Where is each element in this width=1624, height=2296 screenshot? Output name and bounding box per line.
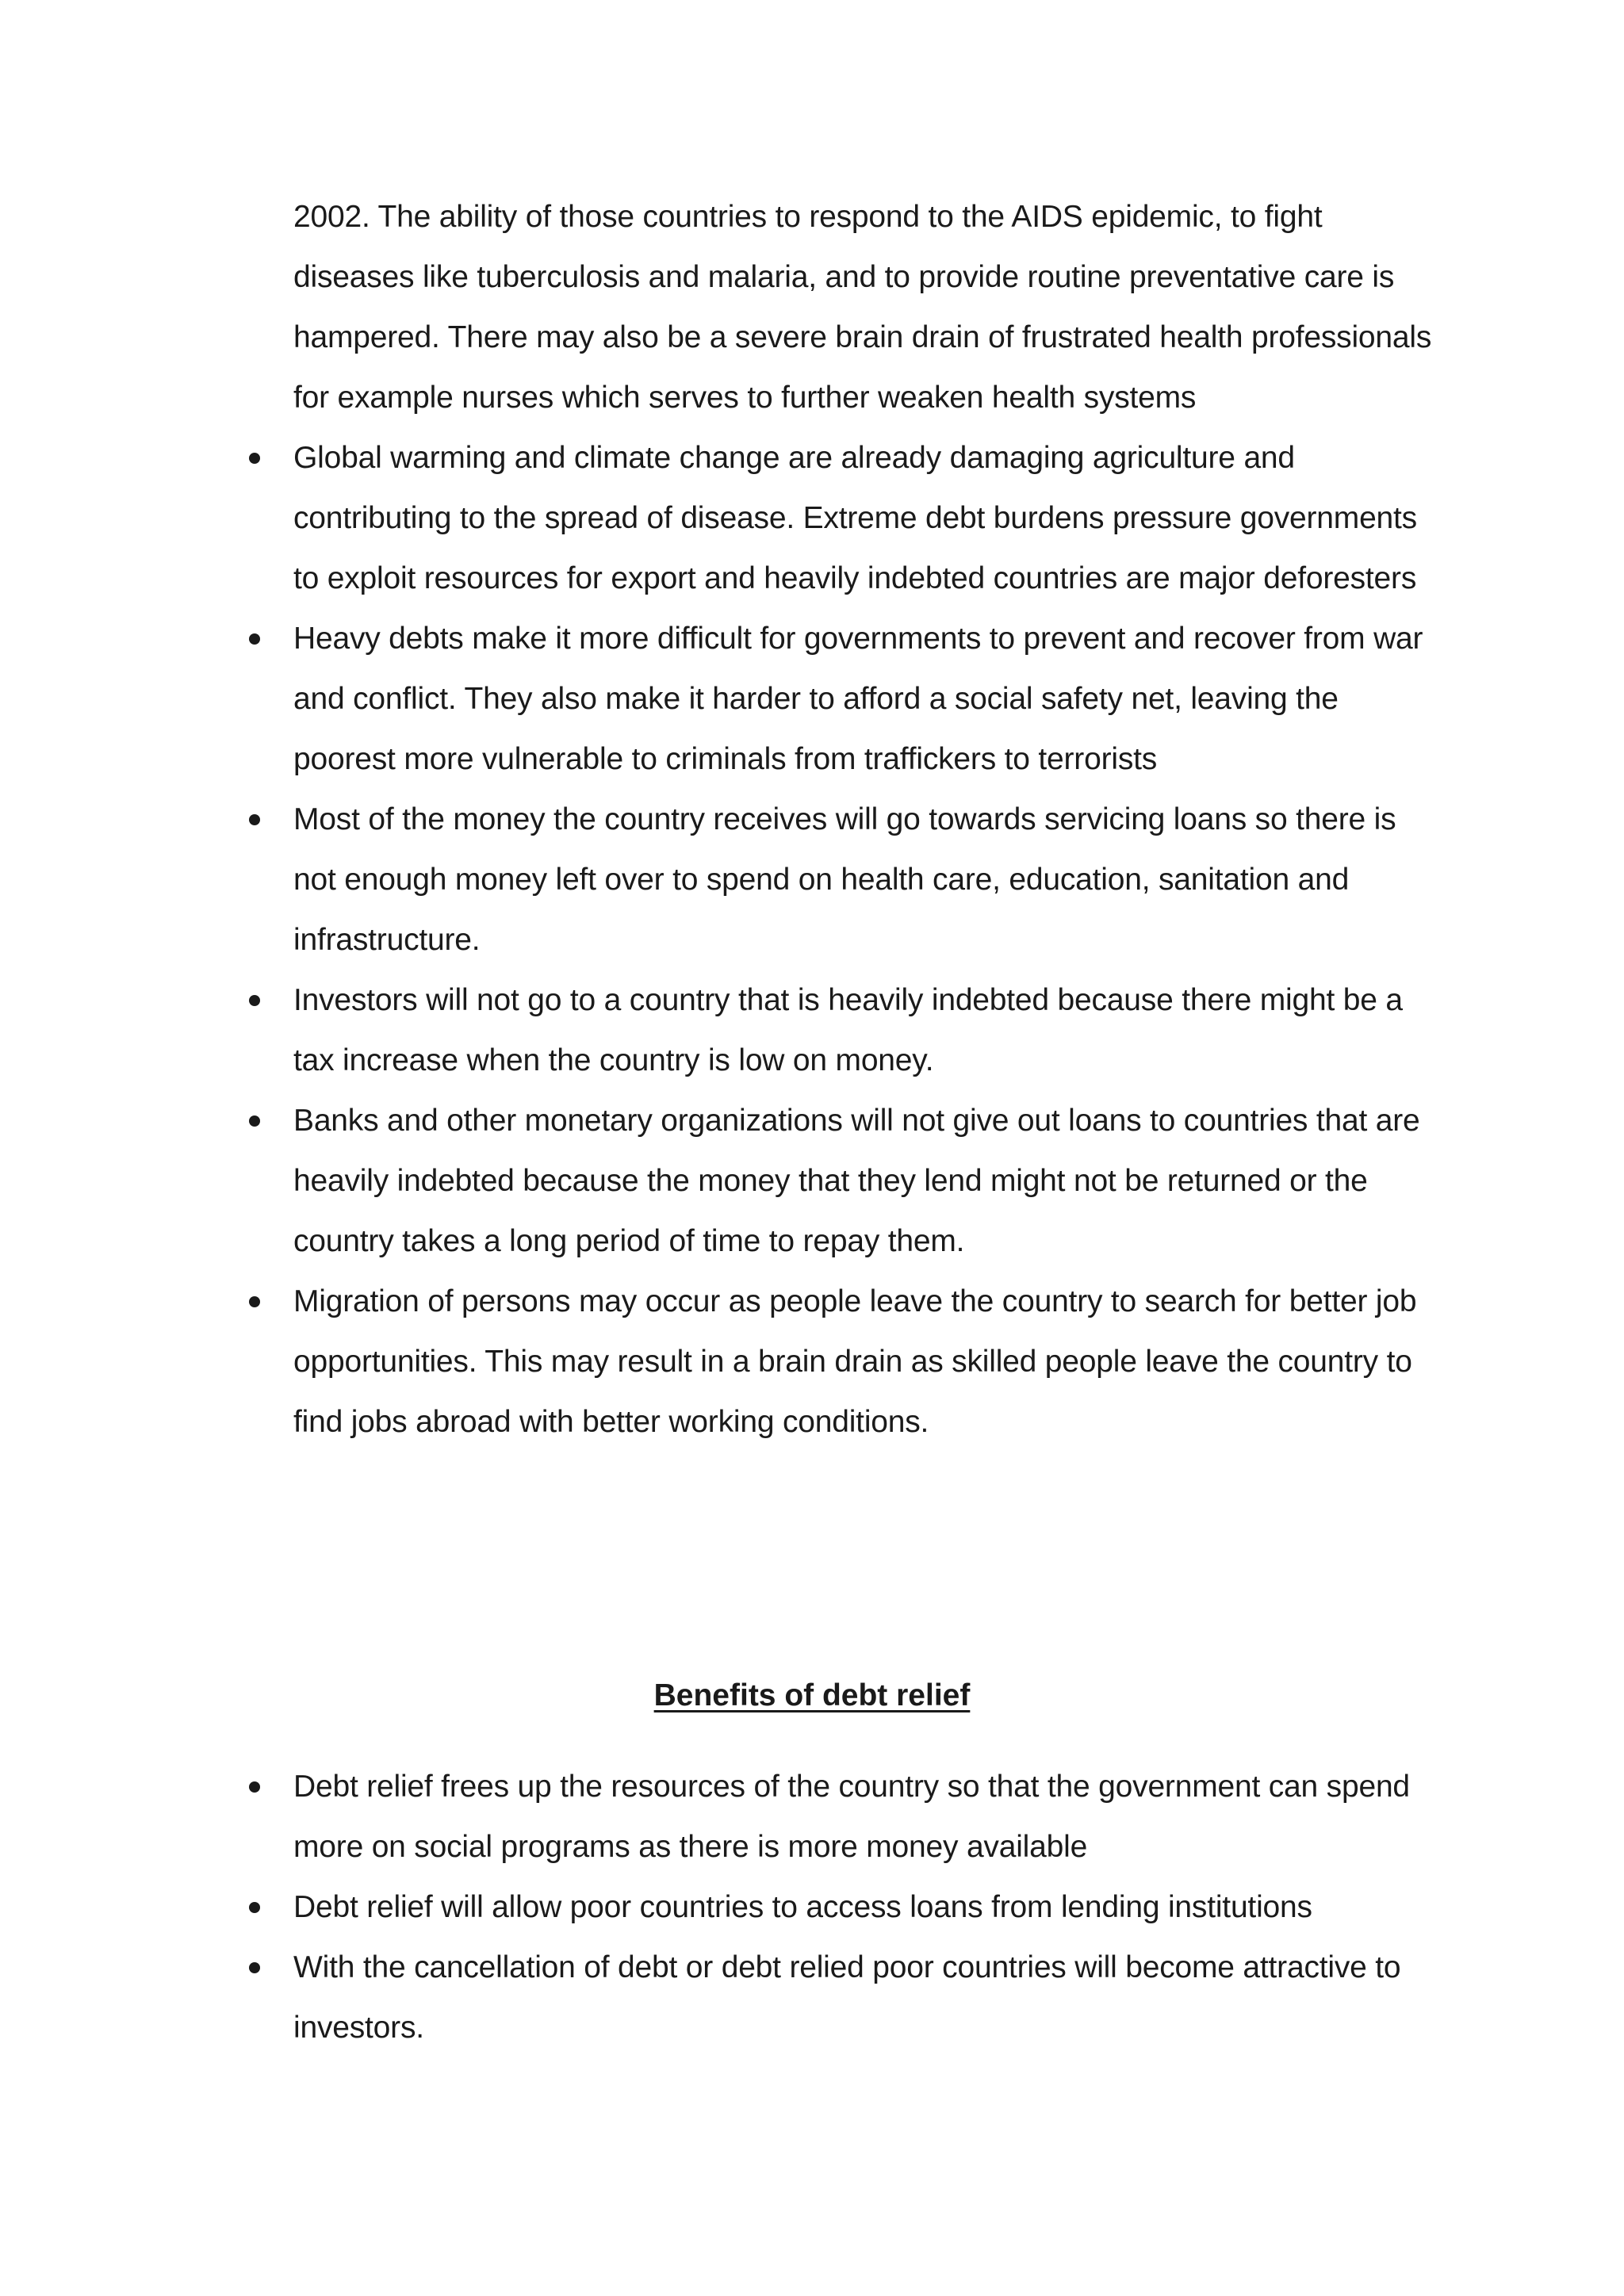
list-item-text: Heavy debts make it more difficult for governments to prevent and recover from war and conflict. They also make it harder to afford a social safety net, leaving the poorest more vulnerable to criminals from traffickers to terrorists	[293, 622, 1423, 776]
section-heading: Benefits of debt relief	[653, 1678, 971, 1712]
bullet-icon	[249, 1115, 260, 1127]
list-item-text: Most of the money the country receives will go towards servicing loans so there is not enough money left over to spend on health care, education, sanitation and infrastructure.	[293, 802, 1396, 957]
list-item-text: Migration of persons may occur as people leave the country to search for better job opportunities. This may result in a brain drain as skilled people leave the country to find jobs abroad with better working conditions.	[293, 1284, 1417, 1439]
effects-section	[293, 187, 1435, 1452]
effects-bullet-list	[293, 428, 1435, 1452]
list-item	[293, 609, 1435, 790]
bullet-icon	[249, 1962, 260, 1973]
list-item-text: Debt relief frees up the resources of the country so that the government can spend more on social programs as there is more money available	[293, 1770, 1410, 1864]
list-item	[293, 790, 1435, 970]
bullet-icon	[249, 814, 260, 825]
bullet-icon	[249, 1296, 260, 1307]
list-item-text: Global warming and climate change are already damaging agriculture and contributing to the spread of disease. Extreme debt burdens pressure governments to exploit resources for export and heavily indebted countries are major deforesters	[293, 441, 1417, 595]
list-item	[293, 970, 1435, 1091]
bullet-icon	[249, 1781, 260, 1793]
list-item	[293, 1272, 1435, 1452]
list-item	[293, 1757, 1435, 1877]
bullet-icon	[249, 1902, 260, 1913]
bullet-icon	[249, 453, 260, 464]
list-item	[293, 1877, 1435, 1938]
list-item-text: Investors will not go to a country that is heavily indebted because there might be a tax increase when the country is low on money.	[293, 983, 1403, 1077]
continuation-paragraph: 2002. The ability of those countries to respond to the AIDS epidemic, to fight diseases like tuberculosis and malaria, and to provide routine preventative care is hampered. There may also be a severe brain drain of frustrated health professionals for example nurses which serves to further weaken health systems	[293, 200, 1432, 415]
list-item	[293, 428, 1435, 609]
list-item-text: Debt relief will allow poor countries to access loans from lending institutions	[293, 1890, 1312, 1924]
bullet-icon	[249, 633, 260, 645]
list-item	[293, 1938, 1435, 2058]
list-item-text: Banks and other monetary organizations will not give out loans to countries that are heavily indebted because the money that they lend might not be returned or the country takes a long period of time to repay them.	[293, 1104, 1420, 1258]
benefits-bullet-list	[293, 1757, 1435, 2058]
benefits-section	[293, 1757, 1435, 2058]
list-item	[293, 1091, 1435, 1272]
list-item-text: With the cancellation of debt or debt relied poor countries will become attractive to investors.	[293, 1950, 1401, 2045]
bullet-icon	[249, 995, 260, 1006]
